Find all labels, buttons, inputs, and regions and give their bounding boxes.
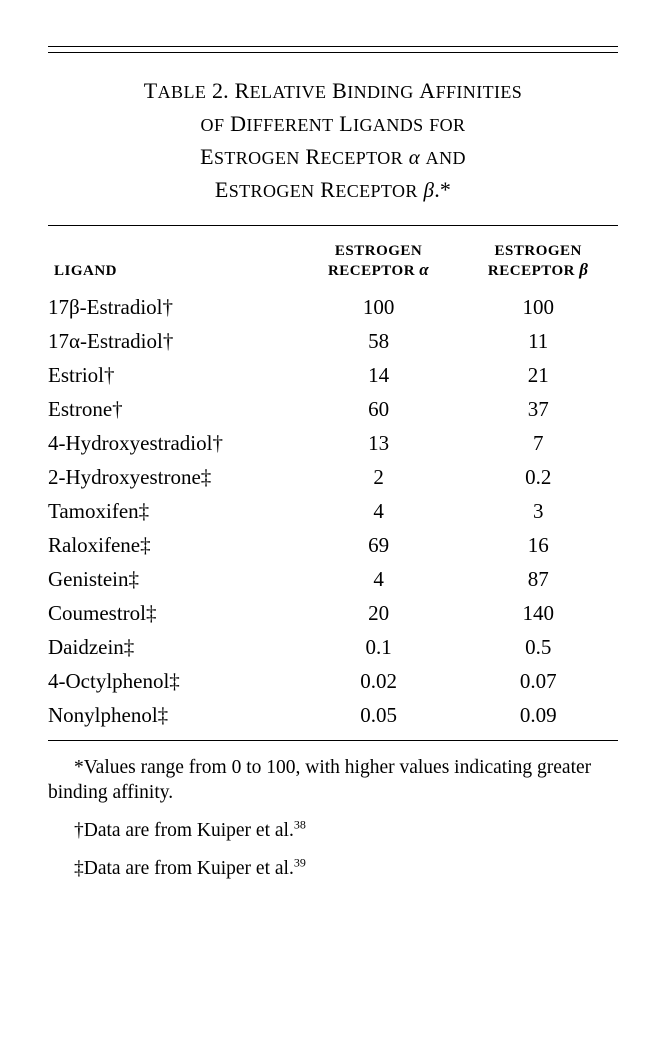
table-header-row	[48, 242, 618, 290]
cell-er-alpha: 69	[368, 532, 390, 557]
cell-ligand: Coumestrol‡	[48, 600, 157, 625]
cell-er-beta: 16	[527, 532, 549, 557]
cell-ligand: 2-Hydroxyestrone‡	[48, 464, 212, 489]
column-header-er-alpha-line2: RECEPTOR	[327, 263, 416, 279]
cell-er-beta: 100	[522, 294, 554, 319]
cell-er-alpha: 0.1	[365, 634, 392, 659]
footnote-dagger-text: †Data are from Kuiper et al.	[74, 820, 294, 841]
cell-er-beta: 0.5	[525, 634, 552, 659]
column-header-er-beta-line1: ESTROGEN	[494, 243, 582, 259]
cell-er-beta: 21	[527, 362, 549, 387]
footnote-double-dagger	[48, 856, 618, 881]
cell-er-alpha: 58	[368, 328, 390, 353]
footnote-double-dagger-text: ‡Data are from Kuiper et al.	[74, 858, 294, 879]
footnote-double-dagger-ref: 39	[293, 855, 306, 870]
binding-affinity-table	[48, 242, 618, 732]
table-page	[0, 46, 666, 1050]
cell-er-alpha: 20	[368, 600, 390, 625]
cell-ligand: Raloxifene‡	[48, 532, 151, 557]
cell-er-alpha: 4	[373, 498, 384, 523]
cell-ligand: Estrone†	[48, 396, 123, 421]
cell-ligand: Tamoxifen‡	[48, 498, 150, 523]
title-bottom-rule	[48, 225, 618, 226]
cell-er-alpha: 13	[368, 430, 390, 455]
cell-er-beta: 0.07	[519, 668, 557, 693]
table-row	[48, 358, 618, 392]
cell-er-alpha: 0.02	[360, 668, 397, 693]
table-title	[48, 53, 618, 225]
table-row	[48, 596, 618, 630]
title-line-4: ESTROGEN RECEPTOR β.*	[214, 177, 452, 202]
table-row	[48, 664, 618, 698]
table-row	[48, 460, 618, 494]
table-row	[48, 426, 618, 460]
cell-er-alpha: 14	[368, 362, 390, 387]
column-header-ligand-label: LIGAND	[54, 263, 118, 279]
column-header-er-alpha-symbol: α	[419, 260, 430, 279]
cell-ligand: Nonylphenol‡	[48, 702, 169, 727]
table-row	[48, 528, 618, 562]
table-header	[48, 242, 618, 290]
cell-er-beta: 7	[532, 430, 544, 455]
cell-er-beta: 140	[522, 600, 554, 625]
cell-er-alpha: 0.05	[360, 702, 397, 727]
cell-er-beta: 11	[528, 328, 549, 353]
cell-ligand: 4-Octylphenol‡	[48, 668, 180, 693]
cell-ligand: 4-Hydroxyestradiol†	[48, 430, 223, 455]
cell-ligand: 17β-Estradiol†	[48, 294, 173, 319]
footnote-asterisk: *Values range from 0 to 100, with higher values indicating greater binding affinity.	[48, 757, 592, 803]
cell-er-alpha: 100	[362, 294, 395, 319]
column-header-er-beta	[458, 242, 618, 290]
cell-ligand: 17α-Estradiol†	[48, 328, 174, 353]
table-row	[48, 324, 618, 358]
column-header-ligand	[48, 242, 299, 290]
title-line-3: ESTROGEN RECEPTOR α AND	[200, 144, 466, 169]
cell-er-beta: 87	[527, 566, 549, 591]
column-header-er-alpha	[299, 242, 459, 290]
column-header-er-beta-symbol: β	[579, 260, 589, 279]
cell-er-beta: 0.2	[525, 464, 552, 489]
cell-ligand: Estriol†	[48, 362, 115, 387]
cell-er-alpha: 2	[373, 464, 384, 489]
footnote-dagger	[48, 818, 618, 843]
top-double-rule	[48, 46, 618, 53]
table-footnotes	[48, 755, 618, 881]
table-row	[48, 562, 618, 596]
table-row	[48, 630, 618, 664]
cell-er-beta: 37	[527, 396, 549, 421]
title-line-2: OF DIFFERENT LIGANDS FOR	[200, 111, 466, 136]
table-row	[48, 392, 618, 426]
cell-er-alpha: 4	[373, 566, 384, 591]
column-header-er-alpha-line1: ESTROGEN	[334, 243, 423, 259]
table-row	[48, 494, 618, 528]
table-body	[48, 290, 618, 732]
table-bottom-rule	[48, 740, 618, 741]
cell-er-alpha: 60	[368, 396, 390, 421]
footnote-dagger-ref: 38	[293, 817, 306, 832]
column-header-er-beta-line2: RECEPTOR	[487, 263, 575, 279]
cell-ligand: Genistein‡	[48, 566, 139, 591]
cell-er-beta: 0.09	[519, 702, 557, 727]
table-row	[48, 290, 618, 324]
title-line-1: TABLE 2. RELATIVE BINDING AFFINITIES	[143, 78, 523, 103]
table-row	[48, 698, 618, 732]
cell-er-beta: 3	[532, 498, 544, 523]
cell-ligand: Daidzein‡	[48, 634, 135, 659]
